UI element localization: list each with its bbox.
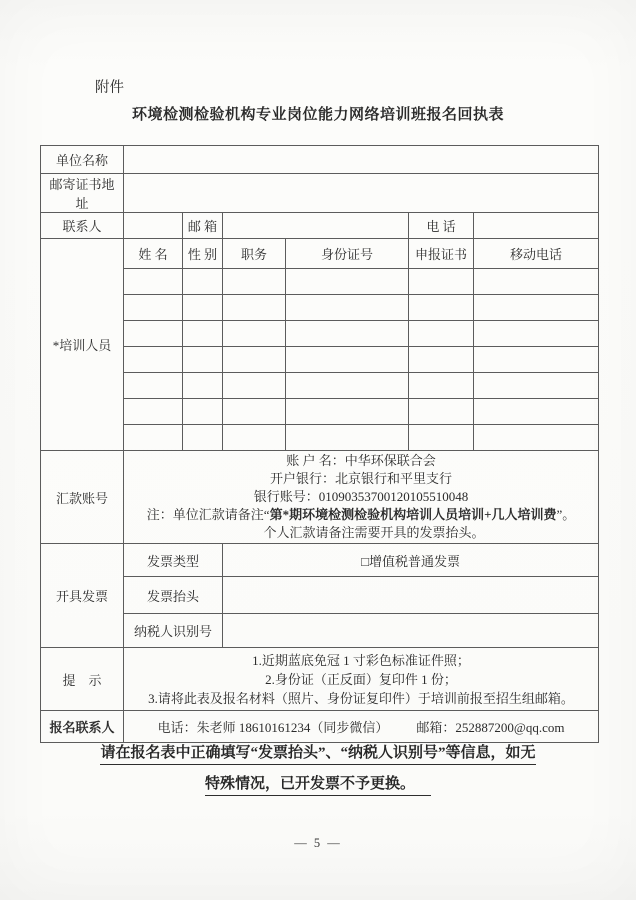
registration-contact-phone: 电话：朱老师 18610161234（同步微信） (157, 720, 389, 735)
trainee-empty-cell (409, 269, 474, 295)
trainee-empty-cell (183, 373, 223, 399)
trainee-empty-cell (183, 269, 223, 295)
trainee-empty-cell (474, 269, 599, 295)
registration-contact-value (124, 711, 599, 743)
taxpayer-id-value-cell (223, 614, 599, 648)
unit-name-row (41, 146, 599, 174)
trainee-empty-cell (474, 295, 599, 321)
remittance-details (124, 451, 599, 544)
trainee-empty-cell (223, 373, 286, 399)
column-header-name: 姓 名 (124, 239, 183, 269)
trainee-empty-cell (223, 295, 286, 321)
trainee-empty-cell (286, 373, 409, 399)
trainee-empty-cell (223, 347, 286, 373)
attachment-label: 附件 (95, 80, 124, 96)
trainee-empty-row (41, 269, 599, 295)
invoice-title-label: 发票抬头 (124, 577, 223, 614)
mailing-address-label: 邮寄证书地址 (41, 174, 124, 213)
registration-table (40, 145, 599, 743)
trainee-empty-cell (286, 425, 409, 451)
trainee-empty-cell (286, 269, 409, 295)
column-header-position: 职务 (223, 239, 286, 269)
remit-note-line2: 个人汇款请备注需要开具的发票抬头。 (263, 525, 485, 540)
trainee-empty-row (41, 347, 599, 373)
column-header-gender: 性 别 (183, 239, 223, 269)
taxpayer-id-label: 纳税人识别号 (124, 614, 223, 648)
trainee-empty-cell (409, 425, 474, 451)
trainee-empty-cell (183, 399, 223, 425)
unit-name-label: 单位名称 (41, 146, 124, 174)
email-label: 邮 箱 (183, 213, 223, 239)
phone-value-cell (474, 213, 599, 239)
trainee-empty-cell (223, 399, 286, 425)
trainee-empty-cell (409, 399, 474, 425)
trainee-empty-cell (124, 425, 183, 451)
trainees-label: *培训人员 (41, 239, 124, 451)
trainee-empty-cell (474, 373, 599, 399)
trainee-empty-cell (124, 295, 183, 321)
page-number: — 5 — (294, 836, 342, 850)
remit-bank: 开户银行：北京银行和平里支行 (270, 471, 453, 486)
trainee-empty-row (41, 373, 599, 399)
tip-item: 3.请将此表及报名材料（照片、身份证复印件）于培训前报至招生组邮箱。 (148, 690, 574, 706)
trainee-empty-row (41, 399, 599, 425)
invoice-title-row (41, 577, 599, 614)
trainee-empty-cell (124, 373, 183, 399)
trainee-header-row (41, 239, 599, 269)
trainee-empty-cell (124, 347, 183, 373)
registration-contact-label: 报名联系人 (41, 711, 124, 743)
trainee-empty-cell (286, 399, 409, 425)
remit-note-line1: 注：单位汇款请备注“第*期环境检测检验机构培训人员培训+几人培训费”。 (146, 507, 576, 522)
column-header-mobile: 移动电话 (474, 239, 599, 269)
trainee-empty-cell (474, 425, 599, 451)
trainee-empty-cell (474, 321, 599, 347)
contact-person-label: 联系人 (41, 213, 124, 239)
remit-account-number: 银行账号：01090353700120105510048 (253, 489, 469, 504)
footer-note-line1: 请在报名表中正确填写“发票抬头”、“纳税人识别号”等信息，如无 (0, 741, 636, 762)
trainee-empty-cell (409, 373, 474, 399)
trainee-empty-cell (183, 347, 223, 373)
trainee-empty-cell (223, 269, 286, 295)
invoice-type-label: 发票类型 (124, 544, 223, 577)
mailing-address-value-cell (124, 174, 599, 213)
trainee-empty-cell (223, 425, 286, 451)
trainee-empty-cell (286, 347, 409, 373)
mailing-address-row (41, 174, 599, 213)
invoice-title-value-cell (223, 577, 599, 614)
invoice-label: 开具发票 (41, 544, 124, 648)
phone-label: 电 话 (409, 213, 474, 239)
registration-contact-email: 邮箱：252887200@qq.com (416, 720, 565, 735)
invoice-type-value: □增值税普通发票 (223, 544, 599, 577)
trainee-empty-cell (124, 321, 183, 347)
trainee-empty-row (41, 425, 599, 451)
trainee-empty-cell (124, 399, 183, 425)
trainee-empty-cell (183, 425, 223, 451)
tip-item: 2.身份证（正反面）复印件 1 份； (265, 671, 457, 687)
trainee-empty-cell (286, 321, 409, 347)
footer-note-line2: 特殊情况，已开发票不予更换。 (0, 772, 636, 793)
trainee-empty-cell (183, 295, 223, 321)
contact-name-value-cell (124, 213, 183, 239)
trainee-empty-row (41, 295, 599, 321)
remit-account-name: 账 户 名：中华环保联合会 (286, 453, 436, 468)
trainee-empty-cell (409, 347, 474, 373)
trainee-empty-cell (474, 347, 599, 373)
remittance-label: 汇款账号 (41, 451, 124, 544)
column-header-id-number: 身份证号 (286, 239, 409, 269)
remittance-row (41, 451, 599, 544)
unit-name-value-cell (124, 146, 599, 174)
trainee-empty-cell (183, 321, 223, 347)
column-header-certificate: 申报证书 (409, 239, 474, 269)
invoice-type-row (41, 544, 599, 577)
taxpayer-id-row (41, 614, 599, 648)
registration-contact-row (41, 711, 599, 743)
tips-content (124, 648, 599, 711)
trainee-empty-cell (409, 321, 474, 347)
trainee-empty-cell (124, 269, 183, 295)
trainee-empty-cell (409, 295, 474, 321)
email-value-cell (223, 213, 409, 239)
trainee-empty-cell (223, 321, 286, 347)
form-title: 环境检测检验机构专业岗位能力网络培训班报名回执表 (131, 107, 504, 123)
remit-note-bold: 第*期环境检测检验机构培训人员培训+几人培训费 (269, 507, 557, 522)
trainee-empty-cell (474, 399, 599, 425)
trainee-empty-row (41, 321, 599, 347)
contact-row (41, 213, 599, 239)
tips-row (41, 648, 599, 711)
trainee-empty-cell (286, 295, 409, 321)
tip-item: 1.近期蓝底免冠 1 寸彩色标准证件照； (252, 652, 470, 668)
tips-label: 提 示 (41, 648, 124, 711)
